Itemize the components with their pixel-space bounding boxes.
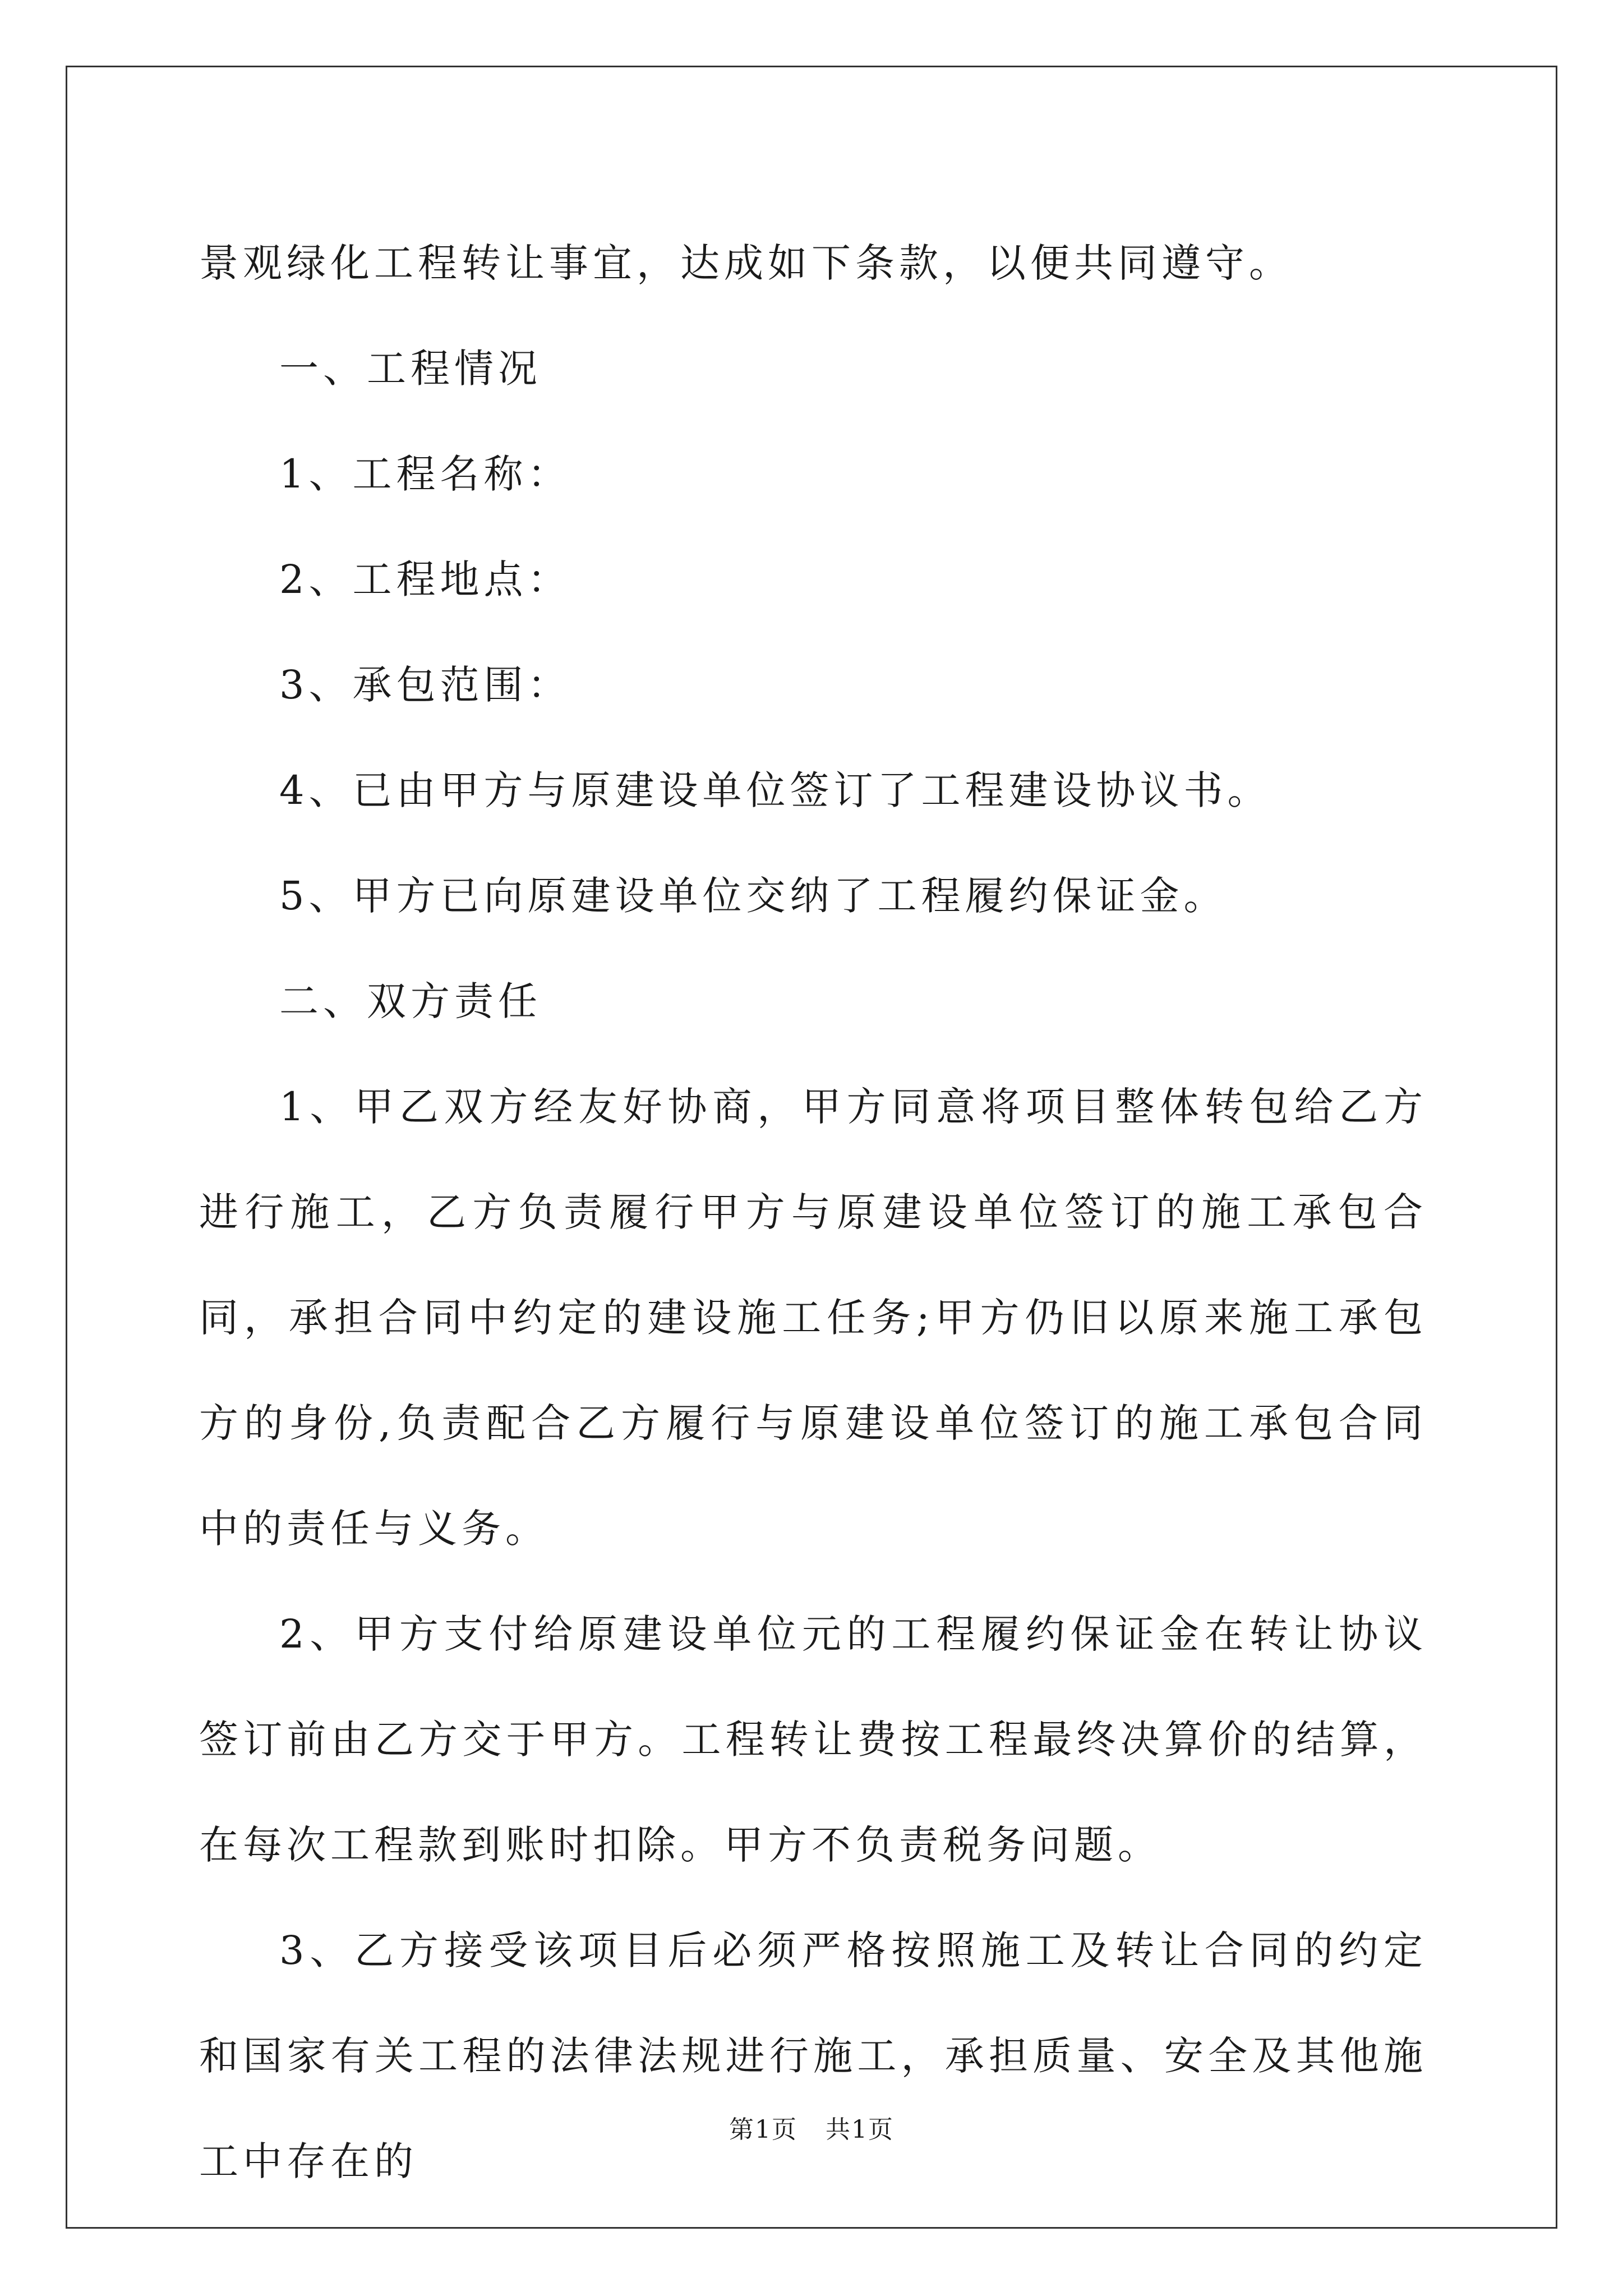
paragraph: 2、甲方支付给原建设单位元的工程履约保证金在转让协议签订前由乙方交于甲方。工程转让费按工程最终决算价的结算，在每次工程款到账时扣除。甲方不负责税务问题。	[199, 1611, 1427, 1868]
list-item: 3、承包范围：	[279, 662, 571, 708]
list-item: 1、工程名称：	[279, 451, 571, 497]
list-item: 2、工程地点：	[279, 556, 571, 602]
page-footer	[0, 2109, 1623, 2145]
paragraph: 1、甲乙双方经友好协商，甲方同意将项目整体转包给乙方进行施工，乙方负责履行甲方与原建设单位签订的施工承包合同，承担合同中约定的建设施工任务;甲方仍旧以原来施工承包方的身份,负责配合乙方履行与原建设单位签订的施工承包合同中的责任与义务。	[199, 1084, 1427, 1552]
page-total: 共1页	[826, 2115, 894, 2144]
page-number: 第1页	[729, 2115, 797, 2144]
paragraph: 景观绿化工程转让事宜，达成如下条款，以便共同遵守。	[199, 240, 1293, 286]
section-heading: 二、双方责任	[279, 978, 542, 1024]
section-heading: 一、工程情况	[279, 346, 542, 392]
document-body	[199, 210, 1427, 2214]
list-item: 5、甲方已向原建设单位交纳了工程履约保证金。	[279, 873, 1228, 919]
list-item: 4、已由甲方与原建设单位签订了工程建设协议书。	[279, 767, 1271, 813]
paragraph: 3、乙方接受该项目后必须严格按照施工及转让合同的约定和国家有关工程的法律法规进行施工，承担质量、安全及其他施工中存在的	[199, 1927, 1427, 2184]
